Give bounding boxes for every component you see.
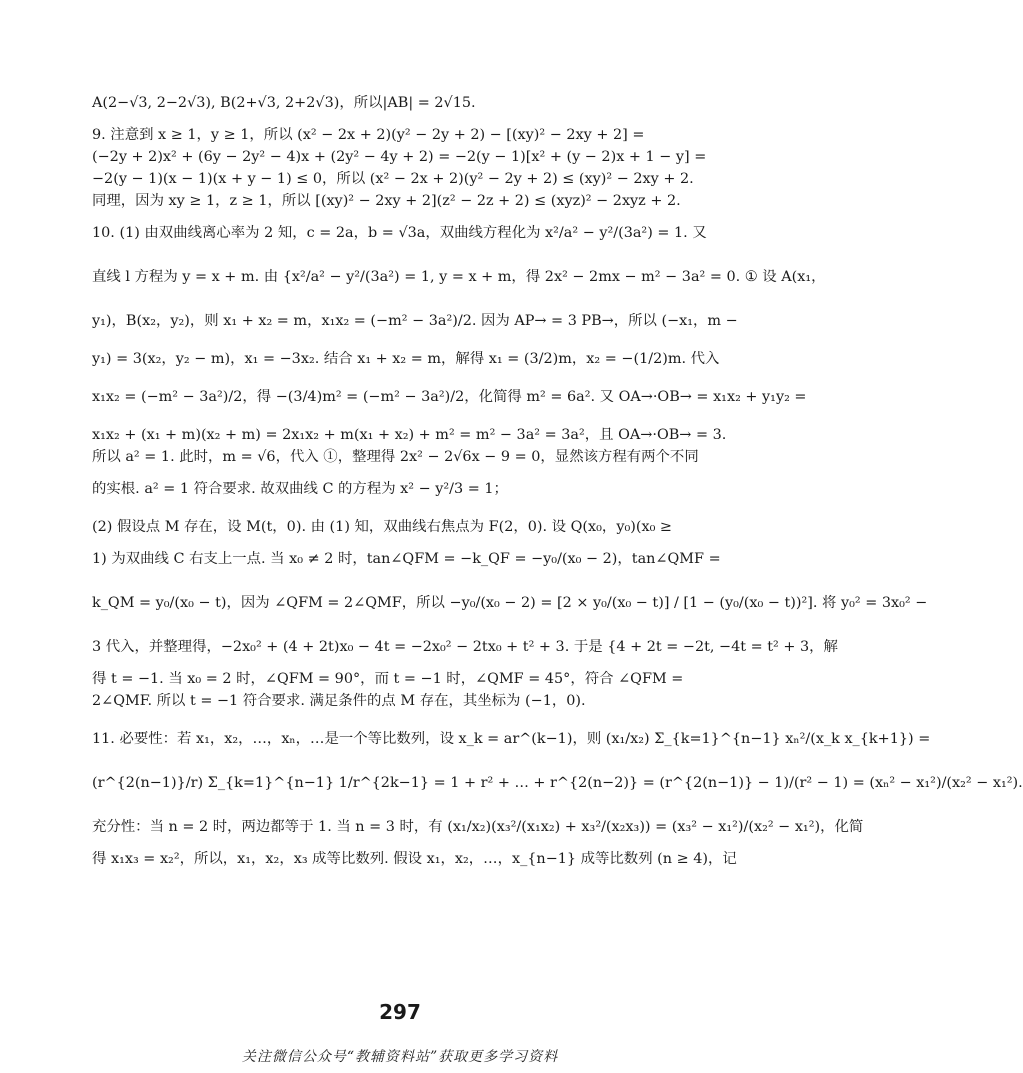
text-line: k_QM = y₀/(x₀ − t)，因为 ∠QFM = 2∠QMF，所以 −y₀/(x₀ − 2) = [2 × y₀/(x₀ − t)] / [1 − (y₀/(x₀ − t))²]. 将 y₀² = 3x₀² − (92, 595, 928, 611)
text-line: x₁x₂ = (−m² − 3a²)/2，得 −(3/4)m² = (−m² − 3a²)/2，化简得 m² = 6a². 又 OA→·OB→ = x₁x₂ + y₁y₂ = (92, 389, 807, 405)
text-line: 1) 为双曲线 C 右支上一点. 当 x₀ ≠ 2 时，tan∠QFM = −k_QF = −y₀/(x₀ − 2)，tan∠QMF = (92, 551, 721, 567)
text-line: (−2y + 2)x² + (6y − 2y² − 4)x + (2y² − 4y + 2) = −2(y − 1)[x² + (y − 2)x + 1 − y] = (92, 149, 707, 165)
footer-note: 关注微信公众号“教辅资料站”获取更多学习资料 (241, 1049, 559, 1065)
text-line: 得 t = −1. 当 x₀ = 2 时，∠QFM = 90°，而 t = −1 时，∠QMF = 45°，符合 ∠QFM = (92, 671, 684, 687)
text-line: A(2−√3, 2−2√3), B(2+√3, 2+2√3)，所以|AB| = 2√15. (92, 95, 476, 111)
page-number: 297 (379, 1000, 421, 1024)
text-line: 所以 a² = 1. 此时，m = √6，代入 ①，整理得 2x² − 2√6x − 9 = 0，显然该方程有两个不同 (92, 449, 699, 465)
text-line: 3 代入，并整理得，−2x₀² + (4 + 2t)x₀ − 4t = −2x₀² − 2tx₀ + t² + 3. 于是 {4 + 2t = −2t, −4t = t² + 3，解 (92, 639, 838, 655)
problem-11-line: 11. 必要性：若 x₁，x₂，…，xₙ，…是一个等比数列，设 x_k = ar^(k−1)，则 (x₁/x₂) Σ_{k=1}^{n−1} xₙ²/(x_k x_{k+1}) = (92, 731, 931, 747)
text-line: 直线 l 方程为 y = x + m. 由 {x²/a² − y²/(3a²) = 1, y = x + m，得 2x² − 2mx − m² − 3a² = 0. ① 设 A(x₁， (92, 269, 826, 285)
text-line: (2) 假设点 M 存在，设 M(t，0). 由 (1) 知，双曲线右焦点为 F(2，0). 设 Q(x₀，y₀)(x₀ ≥ (92, 519, 672, 535)
problem-10-line: 10. (1) 由双曲线离心率为 2 知，c = 2a，b = √3a，双曲线方程化为 x²/a² − y²/(3a²) = 1. 又 (92, 225, 707, 241)
text-line: y₁) = 3(x₂，y₂ − m)，x₁ = −3x₂. 结合 x₁ + x₂ = m，解得 x₁ = (3/2)m，x₂ = −(1/2)m. 代入 (92, 351, 720, 367)
text-line: 2∠QMF. 所以 t = −1 符合要求. 满足条件的点 M 存在，其坐标为 (−1，0). (92, 693, 586, 709)
text-line: 得 x₁x₃ = x₂²，所以，x₁，x₂，x₃ 成等比数列. 假设 x₁，x₂，…，x_{n−1} 成等比数列 (n ≥ 4)，记 (92, 851, 737, 867)
text-line: (r^{2(n−1)}/r) Σ_{k=1}^{n−1} 1/r^{2k−1} = 1 + r² + … + r^{2(n−2)} = (r^{2(n−1)} − 1)/(r² − 1) = (xₙ² − x₁²)/(x₂² − x₁²). (92, 775, 1023, 791)
text-line: x₁x₂ + (x₁ + m)(x₂ + m) = 2x₁x₂ + m(x₁ + x₂) + m² = m² − 3a² = 3a²，且 OA→·OB→ = 3. (92, 427, 727, 443)
text-line: 同理，因为 xy ≥ 1，z ≥ 1，所以 [(xy)² − 2xy + 2](z² − 2z + 2) ≤ (xyz)² − 2xyz + 2. (92, 193, 681, 209)
text-line: y₁)，B(x₂，y₂)，则 x₁ + x₂ = m，x₁x₂ = (−m² − 3a²)/2. 因为 AP→ = 3 PB→，所以 (−x₁，m − (92, 313, 738, 329)
problem-9-line: 9. 注意到 x ≥ 1，y ≥ 1，所以 (x² − 2x + 2)(y² − 2y + 2) − [(xy)² − 2xy + 2] = (92, 127, 645, 143)
solution-text (92, 92, 1023, 870)
text-line: −2(y − 1)(x − 1)(x + y − 1) ≤ 0，所以 (x² − 2x + 2)(y² − 2y + 2) ≤ (xy)² − 2xy + 2. (92, 171, 694, 187)
text-line: 的实根. a² = 1 符合要求. 故双曲线 C 的方程为 x² − y²/3 = 1； (92, 481, 508, 497)
text-line: 充分性：当 n = 2 时，两边都等于 1. 当 n = 3 时，有 (x₁/x₂)(x₃²/(x₁x₂) + x₃²/(x₂x₃)) = (x₃² − x₁²)/(x₂² − x₁²)，化简 (92, 819, 864, 835)
